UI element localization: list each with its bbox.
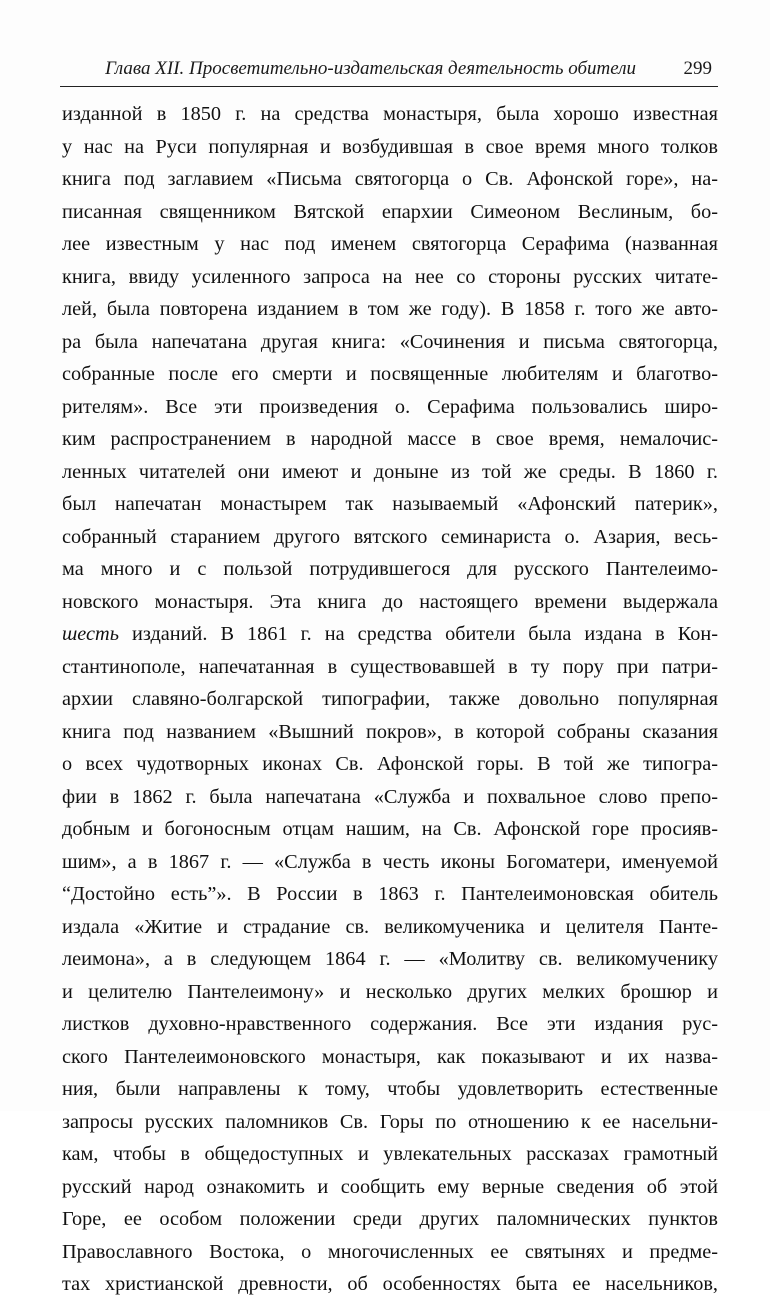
text-line: шим», а в 1867 г. — «Служба в честь иконы Богоматери, именуемой	[62, 850, 718, 873]
text-line: у нас на Руси популярная и возбудившая в свое время много толков	[62, 135, 718, 158]
text-line: Горе, ее особом положении среди других паломнических пунктов	[62, 1208, 718, 1230]
text-line: собранные после его смерти и посвященные любителям и благотво-	[62, 363, 718, 385]
page-number: 299	[683, 58, 712, 79]
text-line: книга под заглавием «Письма святогорца о Св. Афонской горе», на-	[62, 168, 718, 190]
text-line-with-italic	[62, 618, 718, 651]
text-line: русский народ ознакомить и сообщить ему верные сведения об этой	[62, 1175, 718, 1198]
running-head	[60, 52, 720, 82]
text-line: ского Пантелеимоновского монастыря, как показывают и их назва-	[62, 1045, 718, 1068]
text-line: лей, была повторена изданием в том же году). В 1858 г. того же авто-	[62, 298, 718, 320]
text-line: тах христианской древности, об особенностях быта ее насельников,	[62, 1273, 718, 1295]
text-line: книга под названием «Вышний покров», в которой собраны сказания	[62, 720, 718, 743]
text-line: кам, чтобы в общедоступных и увлекательных рассказах грамотный	[62, 1143, 718, 1165]
text-line: ленных читателей они имеют и доныне из той же среды. В 1860 г.	[62, 460, 718, 483]
text-line: ра была напечатана другая книга: «Сочинения и письма святогорца,	[62, 330, 718, 353]
text-line: изданной в 1850 г. на средства монастыря, была хорошо известная	[62, 103, 718, 125]
text-line: писанная священником Вятской епархии Симеоном Веслиным, бо-	[62, 200, 718, 223]
text-line: листков духовно-нравственного содержания. Все эти издания рус-	[62, 1013, 718, 1035]
header-rule	[60, 86, 718, 87]
text-line: ким распространением в народной массе в свое время, немалочис-	[62, 428, 718, 450]
text-line: ма много и с пользой потрудившегося для русского Пантелеимо-	[62, 558, 718, 580]
text-line: “Достойно есть”». В России в 1863 г. Пантелеимоновская обитель	[62, 883, 718, 905]
text-line: издала «Житие и страдание св. великомученика и целителя Панте-	[62, 915, 718, 938]
text-line: стантинополе, напечатанная в существовавшей в ту пору при патри-	[62, 655, 718, 678]
text-line: собранный старанием другого вятского семинариста о. Азария, весь-	[62, 525, 718, 548]
text-line: книга, ввиду усиленного запроса на нее со стороны русских читате-	[62, 265, 718, 288]
text-line: фии в 1862 г. была напечатана «Служба и похвальное слово препо-	[62, 785, 718, 808]
text-line: был напечатан монастырем так называемый «Афонский патерик»,	[62, 493, 718, 515]
chapter-title: Глава XII. Просветительно-издательская деятельность обители	[105, 58, 636, 79]
text-line: ния, были направлены к тому, чтобы удовлетворить естественные	[62, 1078, 718, 1100]
text-line: рителям». Все эти произведения о. Серафима пользовались широ-	[62, 395, 718, 418]
text-line-rest: изданий. В 1861 г. на средства обители была издана в Кон-	[118, 623, 718, 645]
text-line: архии славяно-болгарской типографии, также довольно популярная	[62, 688, 718, 710]
text-line: Православного Востока, о многочисленных ее святынях и предме-	[62, 1240, 718, 1263]
body-text	[62, 98, 718, 1301]
text-line: лее известным у нас под именем святогорца Серафима (названная	[62, 233, 718, 255]
text-line: леимона», а в следующем 1864 г. — «Молитву св. великомученику	[62, 948, 718, 970]
text-line: новского монастыря. Эта книга до настоящего времени выдержала	[62, 590, 718, 613]
text-line: добным и богоносным отцам нашим, на Св. Афонской горе просияв-	[62, 818, 718, 840]
text-line: о всех чудотворных иконах Св. Афонской горы. В той же типогра-	[62, 753, 718, 775]
text-line: запросы русских паломников Св. Горы по отношению к ее насельни-	[62, 1110, 718, 1133]
italic-word: шесть	[62, 623, 119, 645]
text-line: и целителю Пантелеимону» и несколько других мелких брошюр и	[62, 980, 718, 1003]
